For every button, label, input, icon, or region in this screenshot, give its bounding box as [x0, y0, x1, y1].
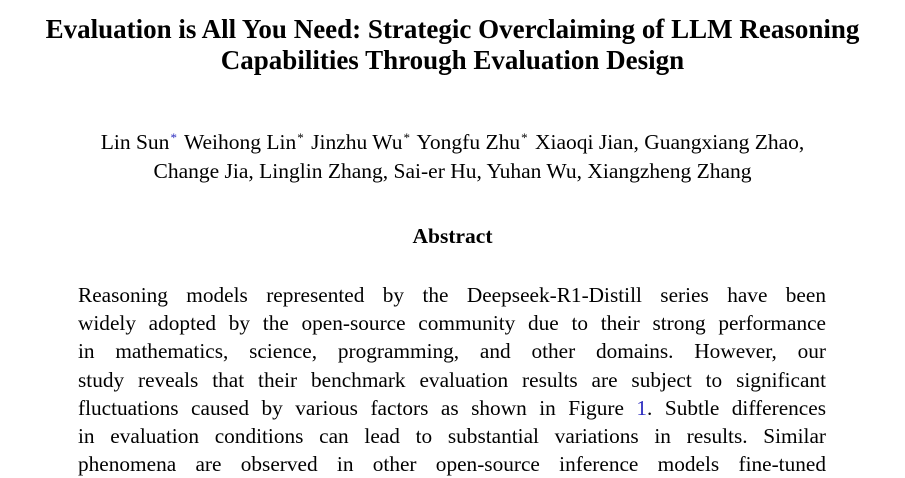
- author-line-1: [0, 123, 905, 157]
- author-name: Jinzhu Wu: [311, 130, 403, 154]
- author-name: Xiaoqi Jian, Guangxiang Zhao,: [534, 130, 805, 154]
- abstract-line: in mathematics, science, programming, and other domains. However, our: [78, 339, 826, 364]
- author-name: Weihong Lin: [183, 130, 297, 154]
- abstract-line: Reasoning models represented by the Deepseek-R1-Distill series have been: [78, 283, 826, 307]
- abstract-line: phenomena are observed in other open-source inference models fine-tuned: [78, 452, 826, 477]
- author-list: [0, 123, 905, 186]
- figure-1-reference-link[interactable]: 1: [636, 395, 648, 420]
- abstract-line: study reveals that their benchmark evaluation results are subject to significant: [78, 367, 826, 392]
- title-line-2: Capabilities Through Evaluation Design: [220, 45, 685, 75]
- title-line-1: Evaluation is All You Need: Strategic Overclaiming of LLM Reasoning: [45, 14, 860, 44]
- equal-contribution-footnote-link[interactable]: *: [170, 130, 177, 145]
- author-name: Yongfu Zhu: [416, 130, 521, 154]
- author-line-2: Change Jia, Linglin Zhang, Sai-er Hu, Yuhan Wu, Xiangzheng Zhang: [153, 159, 752, 183]
- equal-contribution-mark: *: [297, 130, 304, 145]
- abstract-line: [78, 394, 826, 422]
- equal-contribution-mark: *: [521, 130, 528, 145]
- equal-contribution-mark: *: [403, 130, 410, 145]
- abstract-line: widely adopted by the open-source community due to their strong performance: [78, 311, 826, 336]
- abstract-line: in evaluation conditions can lead to substantial variations in results. Similar: [78, 424, 826, 449]
- abstract-heading: Abstract: [412, 224, 493, 248]
- abstract-body: [78, 281, 826, 478]
- paper-title: [0, 14, 905, 76]
- abstract-line-text: . Subtle differences: [647, 395, 826, 420]
- abstract-line-text: fluctuations caused by various factors as shown in Figure: [78, 395, 637, 420]
- author-name: Lin Sun: [100, 130, 170, 154]
